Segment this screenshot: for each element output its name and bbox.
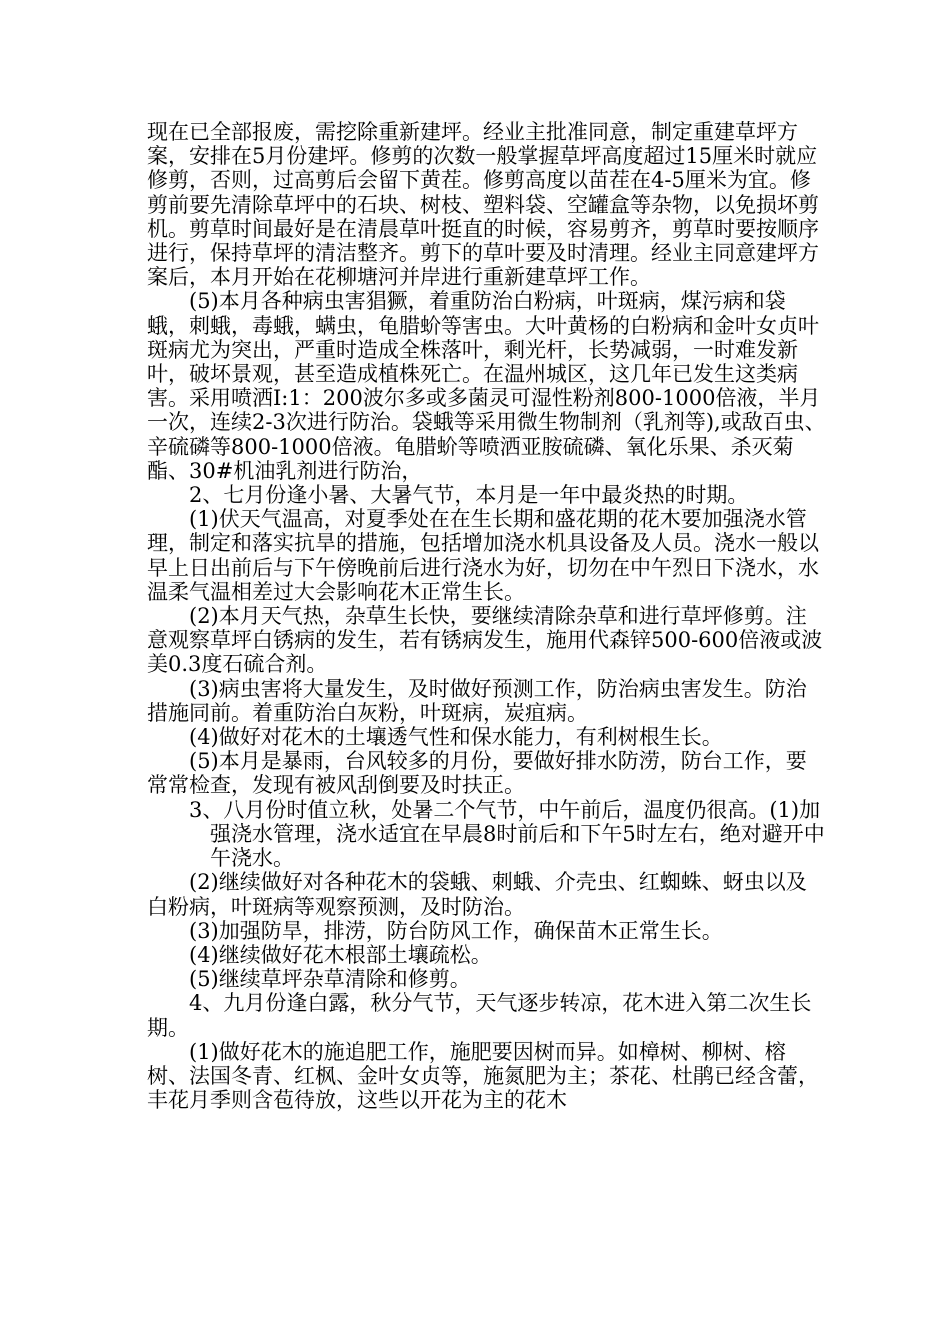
paragraph-july-item-5: (5)本月是暴雨，台风较多的月份，要做好排水防涝，防台工作，要常常检查，发现有被风刮倒要及时扶正。 bbox=[147, 749, 807, 798]
paragraph-july-item-3: (3)病虫害将大量发生，及时做好预测工作，防治病虫害发生。防治措施同前。着重防治白灰粉，叶斑病，炭疽病。 bbox=[147, 676, 807, 725]
paragraph-july-item-4: (4)做好对花木的土壤透气性和保水能力，有利树根生长。 bbox=[189, 725, 723, 750]
paragraph-july-item-1: (1)伏天气温高，对夏季处在在生长期和盛花期的花木要加强浇水管理，制定和落实抗旱的措施，包括增加浇水机具设备及人员。浇水一般以早上日出前后与下午傍晚前后进行浇水为好，切勿在中午烈日下浇水，水温柔气温相差过大会影响花木正常生长。 bbox=[147, 507, 819, 604]
paragraph-september-heading: 4、九月份逢白露，秋分气节，天气逐步转凉，花木进入第二次生长期。 bbox=[147, 991, 812, 1040]
paragraph-august-item-4: (4)继续做好花木根部土壤疏松。 bbox=[189, 942, 492, 967]
paragraph-august-item-2: (2)继续做好对各种花木的袋蛾、刺蛾、介壳虫、红蜘蛛、蚜虫以及白粉病，叶斑病等观察预测，及时防治。 bbox=[147, 870, 807, 919]
paragraph-pest-control-may: (5)本月各种病虫害猖獗，着重防治白粉病，叶斑病，煤污病和袋蛾，刺蛾，毒蛾，螨虫，龟腊蚧等害虫。大叶黄杨的白粉病和金叶女贞叶斑病尤为突出，严重时造成全株落叶，剩光杆，长势减弱，一时难发新叶，破坏景观，甚至造成植株死亡。在温州城区，这几年已发生这类病害。采用喷洒I:1：200波尔多或多菌灵可湿性粉剂800-1000倍液，半月一次，连续2-3次进行防治。袋蛾等采用微生物制剂（乳剂等),或敌百虫、辛硫磷等800-1000倍液。龟腊蚧等喷洒亚胺硫磷、氧化乐果、杀灭菊酯、30#机油乳剂进行防治， bbox=[147, 289, 826, 483]
paragraph-july-item-2: (2)本月天气热，杂草生长快，要继续清除杂草和进行草坪修剪。注意观察草坪白锈病的发生，若有锈病发生，施用代森锌500-600倍液或波美0.3度石硫合剂。 bbox=[147, 604, 823, 677]
paragraph-july-heading: 2、七月份逢小暑、大暑气节，本月是一年中最炎热的时期。 bbox=[189, 483, 749, 508]
paragraph-lawn-rebuild: 现在已全部报废，需挖除重新建坪。经业主批准同意，制定重建草坪方案，安排在5月份建坪。修剪的次数一般掌握草坪高度超过15厘米时就应修剪，否则，过高剪后会留下黄茬。修剪高度以苗茬在4-5厘米为宜。修剪前要先清除草坪中的石块、树枝、塑料袋、空罐盒等杂物，以免损坏剪机。剪草时间最好是在清晨草叶挺直的时候，容易剪齐，剪草时要按顺序进行，保持草坪的清洁整齐。剪下的草叶要及时清理。经业主同意建坪方案后，本月开始在花柳塘河并岸进行重新建草坪工作。 bbox=[147, 120, 819, 290]
paragraph-september-item-1: (1)做好花木的施追肥工作，施肥要因树而异。如樟树、柳树、榕树、法国冬青、红枫、金叶女贞等，施氮肥为主；茶花、杜鹃已经含蕾，丰花月季则含苞待放，这些以开花为主的花木 bbox=[147, 1039, 819, 1113]
paragraph-august-item-3: (3)加强防旱，排涝，防台防风工作，确保苗木正常生长。 bbox=[189, 918, 723, 943]
paragraph-august-item-5: (5)继续草坪杂草清除和修剪。 bbox=[189, 967, 471, 992]
body-text bbox=[147, 120, 827, 1112]
paragraph-august-heading: 3、八月份时值立秋，处暑二个气节，中午前后，温度仍很高。(1)加强浇水管理，浇水适宜在早晨8时前后和下午5时左右，绝对避开中午浇水。 bbox=[189, 797, 825, 871]
